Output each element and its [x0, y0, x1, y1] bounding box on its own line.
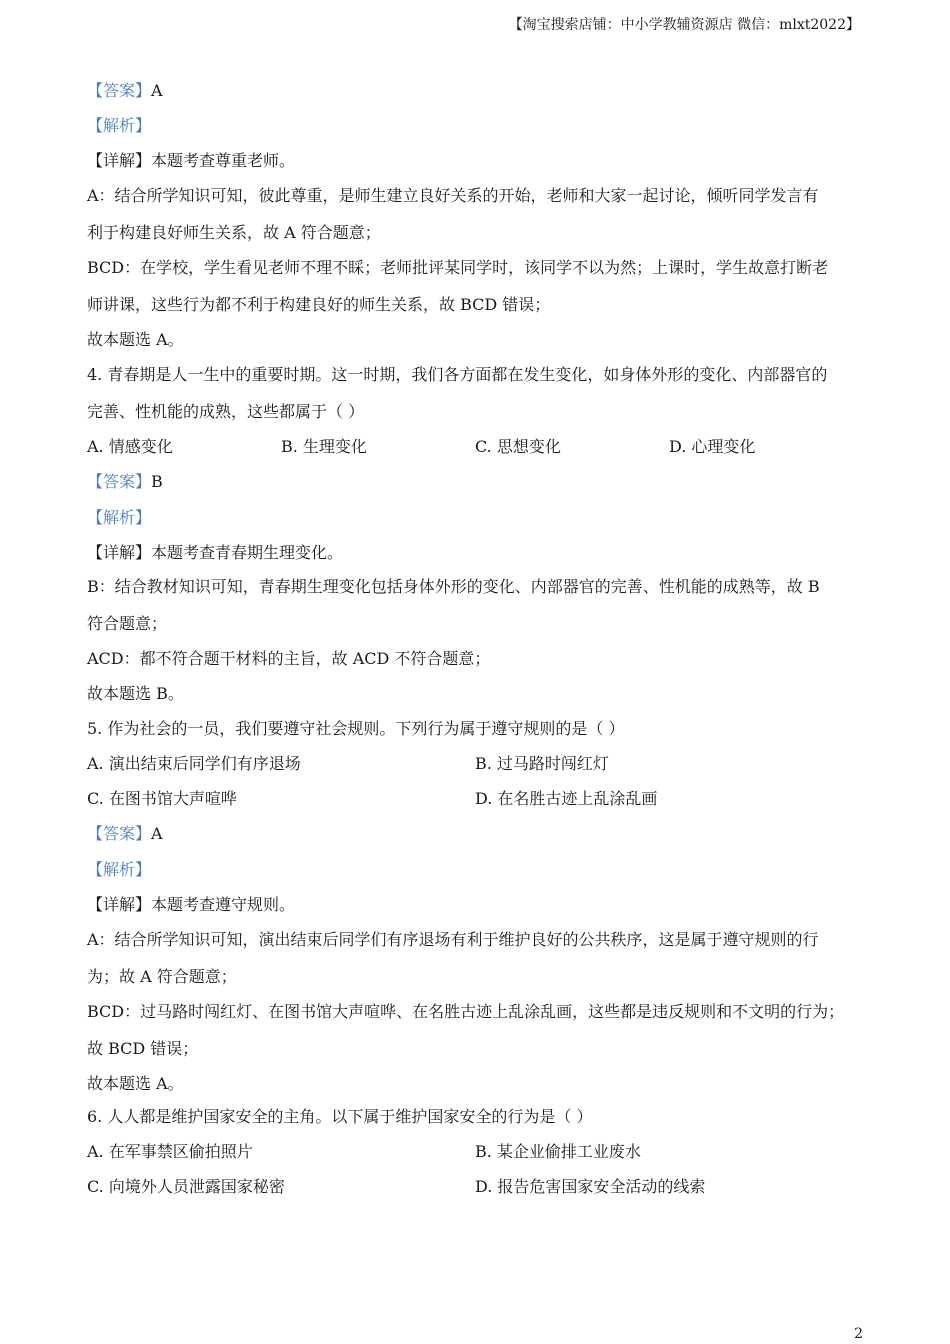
option-row [87, 1176, 863, 1198]
option-row [87, 753, 863, 775]
explanation-line: 利于构建良好师生关系，故 A 符合题意； [87, 223, 381, 242]
option-row [87, 788, 863, 810]
option-a: A. 演出结束后同学们有序退场 [87, 754, 301, 773]
answer-value: B [151, 472, 163, 491]
explanation-line: A：结合所学知识可知，彼此尊重，是师生建立良好关系的开始，老师和大家一起讨论，倾听同学发言有 [87, 186, 819, 205]
option-b: B. 生理变化 [281, 437, 367, 456]
option-c: C. 思想变化 [475, 437, 561, 456]
page-number: 2 [854, 1326, 863, 1342]
explanation-line: 故 BCD 错误； [87, 1039, 199, 1058]
answer-label: 【答案】 [87, 81, 152, 100]
option-d: D. 在名胜古迹上乱涂乱画 [475, 789, 658, 808]
option-a: A. 情感变化 [87, 437, 173, 456]
analysis-label: 【解析】 [87, 116, 152, 135]
answer-row [87, 823, 163, 845]
detail-line: 【详解】本题考查青春期生理变化。 [87, 543, 344, 562]
answer-row [87, 471, 163, 493]
analysis-label: 【解析】 [87, 508, 152, 527]
option-row [87, 436, 863, 458]
page-header: 【淘宝搜索店铺：中小学教辅资源店 微信：mlxt2022】 [508, 17, 860, 33]
detail-line: 【详解】本题考查尊重老师。 [87, 151, 296, 170]
explanation-line: A：结合所学知识可知，演出结束后同学们有序退场有利于维护良好的公共秩序，这是属于遵守规则的行 [87, 930, 819, 949]
explanation-line: BCD：过马路时闯红灯、在图书馆大声喧哗、在名胜古迹上乱涂乱画，这些都是违反规则和不文明的行为； [87, 1002, 845, 1021]
answer-value: A [151, 824, 163, 843]
explanation-line: ACD：都不符合题干材料的主旨，故 ACD 不符合题意； [87, 649, 491, 668]
question-stem: 4. 青春期是人一生中的重要时期。这一时期，我们各方面都在发生变化，如身体外形的变化、内部器官的 [87, 365, 828, 384]
explanation-line: BCD：在学校，学生看见老师不理不睬；老师批评某同学时，该同学不以为然；上课时，学生故意打断老 [87, 258, 829, 277]
option-b: B. 过马路时闯红灯 [475, 754, 609, 773]
option-d: D. 报告危害国家安全活动的线索 [475, 1177, 706, 1196]
option-c: C. 向境外人员泄露国家秘密 [87, 1177, 285, 1196]
option-d: D. 心理变化 [669, 437, 756, 456]
option-row [87, 1141, 863, 1163]
detail-line: 【详解】本题考查遵守规则。 [87, 895, 296, 914]
answer-value: A [151, 81, 163, 100]
option-b: B. 某企业偷排工业废水 [475, 1142, 641, 1161]
question-stem: 5. 作为社会的一员，我们要遵守社会规则。下列行为属于遵守规则的是（ ） [87, 719, 625, 738]
option-a: A. 在军事禁区偷拍照片 [87, 1142, 253, 1161]
answer-label: 【答案】 [87, 472, 152, 491]
conclusion-line: 故本题选 B。 [87, 684, 184, 703]
explanation-line: 符合题意； [87, 614, 168, 633]
analysis-label: 【解析】 [87, 860, 152, 879]
conclusion-line: 故本题选 A。 [87, 1074, 184, 1093]
explanation-line: B：结合教材知识可知，青春期生理变化包括身体外形的变化、内部器官的完善、性机能的成熟等，故 B [87, 577, 820, 596]
conclusion-line: 故本题选 A。 [87, 330, 184, 349]
answer-row [87, 80, 163, 102]
explanation-line: 为；故 A 符合题意； [87, 967, 237, 986]
question-stem: 完善、性机能的成熟，这些都属于（ ） [87, 402, 365, 421]
answer-label: 【答案】 [87, 824, 152, 843]
option-c: C. 在图书馆大声喧哗 [87, 789, 237, 808]
question-stem: 6. 人人都是维护国家安全的主角。以下属于维护国家安全的行为是（ ） [87, 1107, 593, 1126]
explanation-line: 师讲课，这些行为都不利于构建良好的师生关系，故 BCD 错误； [87, 295, 551, 314]
